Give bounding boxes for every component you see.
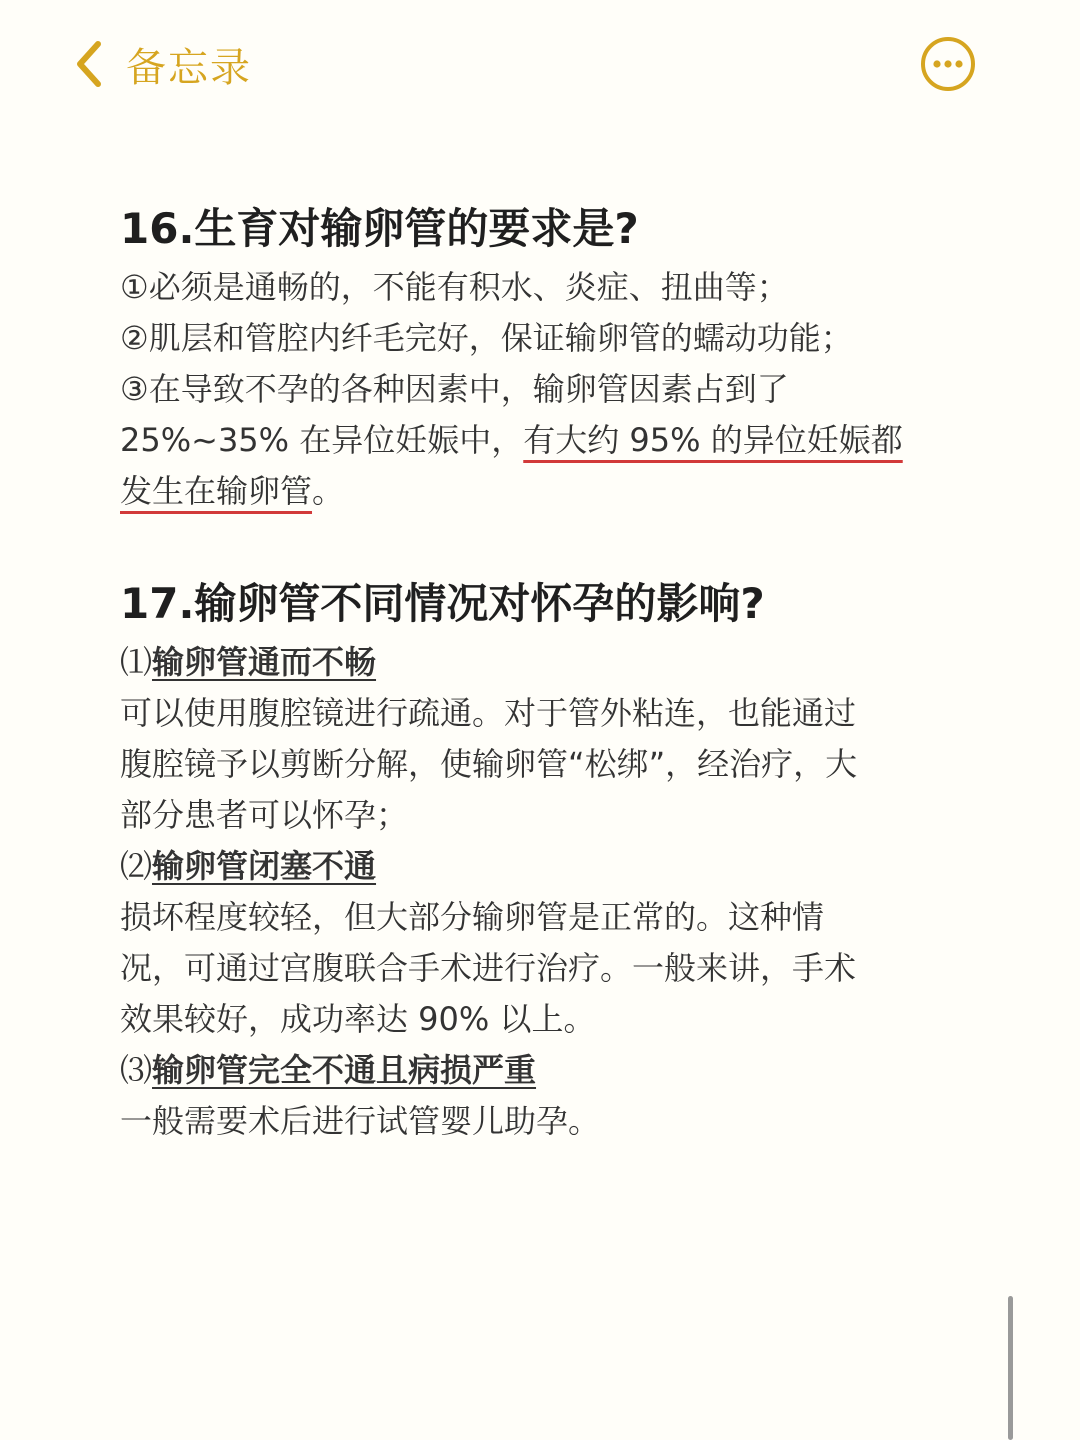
- section-title-q16: 16.生育对输卵管的要求是?: [120, 204, 639, 253]
- item-1-line-2: 腹腔镜予以剪断分解，使输卵管“松绑”，经治疗，大: [120, 745, 858, 783]
- ellipsis-circle-icon: [920, 36, 976, 92]
- q16-line-4-plain: 25%~35% 在异位妊娠中，: [120, 421, 524, 459]
- q16-line-1: ①必须是通畅的，不能有积水、炎症、扭曲等；: [120, 268, 789, 306]
- subheading-item-3: [120, 1045, 980, 1096]
- section-title-q17: 17.输卵管不同情况对怀孕的影响?: [120, 579, 765, 628]
- item-3-line-1: 一般需要术后进行试管婴儿助孕。: [120, 1102, 601, 1140]
- navigation-bar: [0, 0, 1080, 130]
- back-label: 备忘录: [126, 44, 252, 91]
- note-content[interactable]: [120, 196, 980, 1147]
- section-q16: [120, 196, 980, 517]
- q16-line-3: ③在导致不孕的各种因素中，输卵管因素占到了: [120, 370, 789, 408]
- item-2-line-3: 效果较好，成功率达 90% 以上。: [120, 1000, 596, 1038]
- section-q17: [120, 571, 980, 1147]
- q16-line-5: [120, 466, 980, 517]
- more-button[interactable]: [920, 36, 976, 92]
- q16-highlight-2: 发生在输卵管: [120, 472, 313, 510]
- scrollbar[interactable]: [1008, 1296, 1013, 1440]
- q16-line-2: ②肌层和管腔内纤毛完好，保证输卵管的蠕动功能；: [120, 319, 853, 357]
- back-button[interactable]: [74, 32, 252, 96]
- item-number: ⑵: [120, 847, 153, 885]
- subheading-item-2: [120, 841, 980, 892]
- q16-highlight-1: 有大约 95% 的异位妊娠都: [523, 421, 903, 459]
- chevron-left-icon: [74, 39, 104, 89]
- item-title: 输卵管通而不畅: [152, 643, 377, 681]
- subheading-item-1: [120, 637, 980, 688]
- item-number: ⑶: [120, 1051, 153, 1089]
- item-number: ⑴: [120, 643, 153, 681]
- item-1-line-3: 部分患者可以怀孕；: [120, 796, 409, 834]
- item-title: 输卵管闭塞不通: [152, 847, 377, 885]
- q16-line-5-tail: 。: [312, 472, 345, 510]
- item-title: 输卵管完全不通且病损严重: [152, 1051, 537, 1089]
- item-2-line-1: 损坏程度较轻，但大部分输卵管是正常的。这种情: [120, 898, 825, 936]
- item-2-line-2: 况，可通过宫腹联合手术进行治疗。一般来讲，手术: [120, 949, 857, 987]
- q16-line-4: [120, 415, 980, 466]
- item-1-line-1: 可以使用腹腔镜进行疏通。对于管外粘连，也能通过: [120, 694, 857, 732]
